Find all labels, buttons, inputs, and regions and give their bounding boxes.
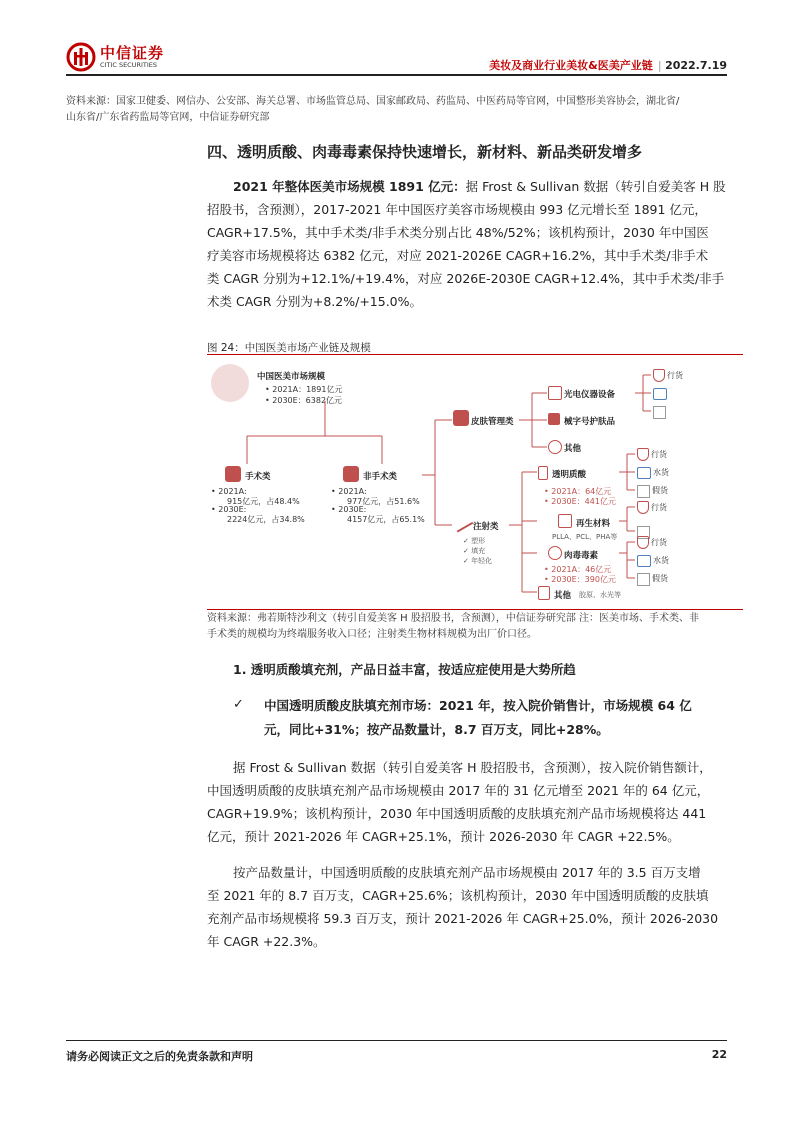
- other-inj-tags: 胶原、水光等: [579, 591, 621, 599]
- section-title: 四、透明质酸、肉毒毒素保持快速增长，新材料、新品类研发增多: [207, 143, 643, 161]
- regen-tags: PLLA、PCL、PHA等: [552, 533, 618, 541]
- p2-l1: 据 Frost & Sullivan 数据（转引自爱美客 H 股招股书，含预测），按入院价销售额计，: [233, 760, 712, 775]
- logo-text-cn: 中信证券: [100, 44, 165, 62]
- ha-genuine: 行货: [651, 450, 667, 459]
- source-figure: [207, 611, 747, 643]
- regen-icon: [558, 514, 572, 528]
- botox-fake-icon: [637, 573, 650, 586]
- ha-genuine-icon: [637, 448, 649, 461]
- report-date: 2022.7.19: [665, 59, 727, 72]
- check-line-1: 中国透明质酸皮肤填充剂市场：2021 年，按入院价销售计，市场规模 64 亿: [264, 698, 692, 713]
- surgical-icon: [225, 466, 241, 482]
- other-inj-icon: [538, 586, 550, 600]
- subsection-title: 1. 透明质酸填充剂，产品日益丰富，按适应症使用是大势所趋: [233, 662, 576, 677]
- footer-disclaimer: 请务必阅读正文之后的免责条款和声明: [66, 1050, 253, 1063]
- source-top-line2: 山东省/广东省药监局等官网，中信证券研究部: [66, 112, 270, 123]
- botox-icon: [548, 546, 562, 560]
- skin-item-other: 其他: [564, 444, 582, 454]
- p2-l2: 中国透明质酸的皮肤填充剂产品市场规模由 2017 年的 31 亿元增至 2021 年的 64 亿元，: [207, 783, 710, 798]
- skincare-icon: [548, 413, 560, 425]
- nonsurgical-l4: 4157亿元，占65.1%: [347, 515, 425, 524]
- figure-bottom-rule: [207, 609, 743, 610]
- para1-l3: CAGR+17.5%，其中手术类/非手术类分别占比 48%/52%；该机构预计，2030 年中国医: [207, 225, 709, 240]
- botox-label: 肉毒毒素: [564, 551, 599, 561]
- para1-l5: 类 CAGR 分别为+12.1%/+19.4%，对应 2026E-2030E CAGR+12.4%，其中手术类/非手: [207, 271, 725, 286]
- botox-genuine: 行货: [651, 538, 667, 547]
- shield-icon: [653, 369, 665, 382]
- skin-item-skincare: 械字号护肤品: [564, 417, 616, 427]
- page-number: 22: [711, 1048, 727, 1061]
- sub-paragraph-2: [207, 756, 737, 848]
- p2-l4: 亿元，预计 2021-2026 年 CAGR+25.1%，预计 2026-2030 年 CAGR +22.5%。: [207, 829, 680, 844]
- figure-diagram: [207, 356, 743, 608]
- figure-top-rule: [207, 354, 743, 355]
- ha-2021: • 2021A：64亿元: [544, 487, 612, 496]
- regen-label: 再生材料: [576, 519, 611, 529]
- para1-l4: 疗美容市场规模将达 6382 亿元，对应 2021-2026E CAGR+16.2%，其中手术类/非手术: [207, 248, 709, 263]
- header-rule: [66, 74, 727, 76]
- source-fig-line2: 手术类的规模均为终端服务收入口径；注射类生物材料规模为出厂价口径。: [207, 629, 537, 640]
- nonsurgical-icon: [343, 466, 359, 482]
- ha-smuggled-icon: [637, 467, 651, 479]
- sub-paragraph-3: [207, 861, 737, 953]
- p3-l3: 充剂产品市场规模将 59.3 百万支，预计 2021-2026 年 CAGR+25.0%，预计 2026-2030: [207, 911, 719, 926]
- surgical-l3: • 2030E:: [211, 505, 247, 514]
- injection-tag-young: ✓ 年轻化: [463, 557, 493, 565]
- check-paragraph: [264, 694, 734, 742]
- botox-2021: • 2021A：46亿元: [544, 565, 612, 574]
- nonsurgical-l3: • 2030E:: [331, 505, 367, 514]
- botox-fake: 假货: [652, 574, 668, 583]
- source-top: [66, 94, 736, 126]
- nonsurgical-l2: 977亿元，占51.6%: [347, 497, 420, 506]
- para1-l2: 招股书，含预测），2017-2021 年中国医疗美容市场规模由 993 亿元增长至 1891 亿元，: [207, 202, 707, 217]
- surgical-l4: 2224亿元，占34.8%: [227, 515, 305, 524]
- p3-l2: 至 2021 年的 8.7 百万支，CAGR+25.6%；该机构预计，2030 年中国透明质酸的皮肤填: [207, 888, 709, 903]
- para1-l1: 据 Frost & Sullivan 数据（转引自爱美客 H 股: [465, 179, 726, 194]
- source-top-line1: 资料来源：国家卫健委、网信办、公安部、海关总署、市场监管总局、国家邮政局、药监局、中医药局等官网，中国整形美容协会，湖北省/: [66, 96, 680, 107]
- logo: [66, 42, 186, 72]
- surgical-label: 手术类: [245, 472, 271, 482]
- ha-2030: • 2030E：441亿元: [544, 497, 616, 506]
- injection-label: 注射类: [473, 522, 499, 532]
- root-icon: [211, 364, 249, 402]
- ha-smuggled: 水货: [653, 468, 669, 477]
- p3-l1: 按产品数量计，中国透明质酸的皮肤填充剂产品市场规模由 2017 年的 3.5 百万支增: [233, 865, 701, 880]
- regen-genuine: 行货: [651, 503, 667, 512]
- botox-smuggled-icon: [637, 555, 651, 567]
- citic-logo-icon: [66, 42, 96, 72]
- botox-2030: • 2030E：390亿元: [544, 575, 616, 584]
- logo-text-en: CITIC SECURITIES: [100, 61, 158, 69]
- header-right: [480, 54, 727, 73]
- p2-l3: CAGR+19.9%；该机构预计，2030 年中国透明质酸的皮肤填充剂产品市场规模将达 441: [207, 806, 707, 821]
- source-fig-line1: 资料来源：弗若斯特沙利文（转引自爱美客 H 股招股书，含预测），中信证券研究部 注：医美市场、手术类、非: [207, 613, 700, 624]
- ha-fake-icon: [637, 485, 650, 498]
- nonsurgical-l1: • 2021A:: [331, 487, 367, 496]
- injection-tag-shape: ✓ 塑形: [463, 537, 486, 545]
- box-icon: [653, 406, 666, 419]
- injection-tag-fill: ✓ 填充: [463, 547, 486, 555]
- skin-icon: [453, 410, 469, 426]
- ship-icon: [653, 388, 667, 400]
- ha-icon: [538, 466, 548, 480]
- botox-smuggled: 水货: [653, 556, 669, 565]
- footer-rule: [66, 1040, 727, 1041]
- skin-goods-genuine: 行货: [667, 371, 683, 380]
- para1-l6: 术类 CAGR 分别为+8.2%/+15.0%。: [207, 294, 423, 309]
- figure-caption: 图 24：中国医美市场产业链及规模: [207, 342, 371, 354]
- surgical-l1: • 2021A:: [211, 487, 247, 496]
- ha-fake: 假货: [652, 486, 668, 495]
- device-icon: [548, 386, 562, 400]
- para1-lead: 2021 年整体医美市场规模 1891 亿元：: [233, 179, 466, 194]
- other-inj-label: 其他: [554, 591, 572, 601]
- root-2021: • 2021A：1891亿元: [265, 385, 343, 394]
- nonsurgical-label: 非手术类: [363, 472, 398, 482]
- surgical-l2: 915亿元，占48.4%: [227, 497, 300, 506]
- header-divider: |: [657, 59, 666, 72]
- root-2030: • 2030E：6382亿元: [265, 396, 343, 405]
- check-line-2: 元，同比+31%；按产品数量计，8.7 百万支，同比+28%。: [264, 722, 609, 737]
- skin-item-device: 光电仪器设备: [564, 390, 616, 400]
- skin-label: 皮肤管理类: [471, 417, 514, 427]
- regen-genuine-icon: [637, 501, 649, 514]
- check-icon: ✓: [233, 697, 244, 712]
- p3-l4: 年 CAGR +22.3%。: [207, 934, 326, 949]
- botox-genuine-icon: [637, 536, 649, 549]
- other-skin-icon: [548, 440, 562, 454]
- root-title: 中国医美市场规模: [257, 372, 326, 382]
- report-title: 美妆及商业行业美妆&医美产业链: [489, 59, 653, 72]
- section-paragraph-1: [207, 175, 737, 313]
- ha-label: 透明质酸: [552, 470, 587, 480]
